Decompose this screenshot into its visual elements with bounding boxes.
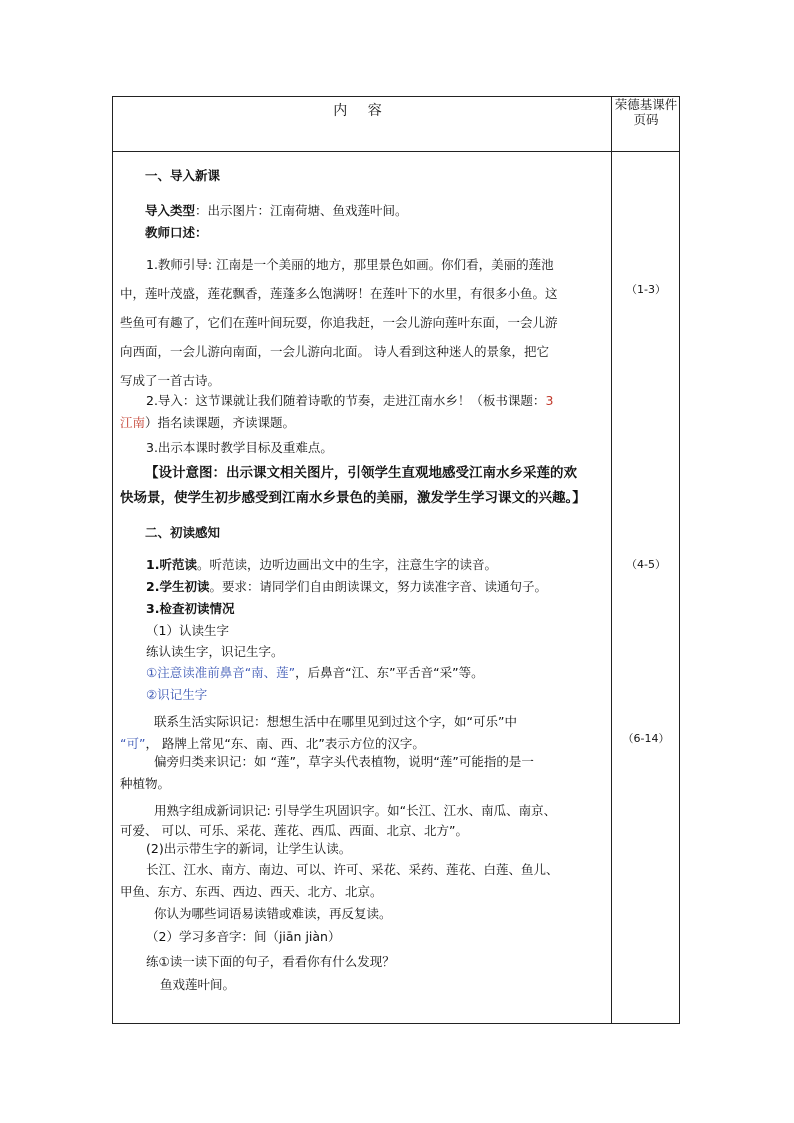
step2-text: 。要求：请同学们自由朗读课文，努力读准字音、读通句子。 bbox=[209, 579, 547, 594]
step1-line bbox=[146, 556, 497, 574]
life-recall-rest: ， 路牌上常见“东、南、西、北”表示方位的汉字。 bbox=[145, 736, 425, 751]
design-intent-line1: 【设计意图：出示课文相关图片，引领学生直观地感受江南水乡采莲的欢 bbox=[145, 465, 577, 481]
paragraph1-line5: 写成了一首古诗。 bbox=[120, 373, 221, 388]
page-number-3: （6-14） bbox=[622, 732, 670, 745]
teacher-label: 教师口述： bbox=[145, 225, 208, 240]
page-number-header: 荣德基课件页码 bbox=[614, 97, 678, 127]
step1-text: 。听范读，边听边画出文中的生字，注意生字的读音。 bbox=[196, 557, 497, 572]
life-recall-blue: “可” bbox=[120, 736, 146, 751]
note1-blue: ①注意读准前鼻音“南、莲” bbox=[146, 665, 296, 680]
section2-title: 二、初读感知 bbox=[145, 525, 221, 540]
note2: ②识记生字 bbox=[146, 687, 208, 702]
note1-line bbox=[146, 664, 484, 682]
import-type-text: ：出示图片：江南荷塘、鱼戏莲叶间。 bbox=[195, 203, 408, 218]
page-number-1: （1-3） bbox=[626, 283, 666, 296]
paragraph2-line2 bbox=[120, 414, 295, 432]
word-recall-line2: 可爱、 可以、可乐、采花、莲花、西瓜、西面、北京、北方”。 bbox=[120, 823, 468, 838]
import-type-line bbox=[145, 202, 408, 220]
step2-line bbox=[146, 578, 547, 596]
import-type-label: 导入类型 bbox=[145, 203, 196, 218]
example-sentence: 鱼戏莲叶间。 bbox=[160, 977, 236, 992]
content-header: 内 容 bbox=[333, 103, 390, 119]
word-list-line1: 长江、江水、南方、南边、可以、许可、采花、采药、莲花、白莲、鱼儿、 bbox=[146, 862, 559, 877]
paragraph2-line1 bbox=[146, 392, 553, 410]
design-intent-line2: 快场景，使学生初步感受到江南水乡景色的美丽，激发学生学习课文的兴趣。】 bbox=[120, 490, 586, 506]
sub1-title: （1）认读生字 bbox=[146, 623, 229, 638]
paragraph1-line3: 些鱼可有趣了，它们在莲叶间玩耍，你追我赶，一会儿游向莲叶东面，一会儿游 bbox=[120, 315, 558, 330]
reread-prompt: 你认为哪些词语易读错或难读，再反复读。 bbox=[154, 906, 392, 921]
page-number-2: （4-5） bbox=[626, 558, 666, 571]
paragraph2-rest: ）指名读课题，齐读课题。 bbox=[145, 415, 296, 430]
sub2-title: (2)出示带生字的新词，让学生认读。 bbox=[146, 841, 352, 856]
lesson-title-red: 江南 bbox=[120, 415, 146, 430]
life-recall-line1: 联系生活实际识记：想想生活中在哪里见到过这个字，如“可乐”中 bbox=[154, 714, 517, 729]
practice1: 练认读生字，识记生字。 bbox=[146, 644, 284, 659]
sub3-title: （2）学习多音字：间（jiān jiàn） bbox=[146, 929, 341, 944]
step2-label: 2.学生初读 bbox=[146, 579, 210, 594]
word-list-line2: 甲鱼、东方、东西、西边、西天、北方、北京。 bbox=[120, 884, 383, 899]
paragraph2-red-number: 3 bbox=[545, 393, 554, 408]
header-divider bbox=[112, 151, 680, 152]
word-recall-line1: 用熟字组成新词识记: 引导学生巩固识字。如“长江、江水、南瓜、南京、 bbox=[154, 803, 557, 818]
paragraph1-line4: 向西面，一会儿游向南面，一会儿游向北面。 诗人看到这种迷人的景象，把它 bbox=[120, 344, 549, 359]
paragraph3: 3.出示本课时教学目标及重难点。 bbox=[146, 440, 333, 455]
step1-label: 1.听范读 bbox=[146, 557, 197, 572]
practice2: 练①读一读下面的句子，看看你有什么发现？ bbox=[146, 954, 395, 969]
section1-title: 一、导入新课 bbox=[145, 168, 221, 183]
step3-label: 3.检查初读情况 bbox=[146, 601, 235, 616]
life-recall-line2 bbox=[120, 735, 425, 753]
paragraph1-line1: 1.教师引导: 江南是一个美丽的地方，那里景色如画。你们看，美丽的莲池 bbox=[146, 257, 554, 272]
note1-rest: ，后鼻音“江、东”平舌音“采”等。 bbox=[295, 665, 484, 680]
paragraph1-line2: 中，莲叶茂盛，莲花飘香，莲蓬多么饱满呀！在莲叶下的水里，有很多小鱼。这 bbox=[120, 286, 558, 301]
radical-recall-line2: 种植物。 bbox=[120, 776, 171, 791]
paragraph2-text: 2.导入：这节课就让我们随着诗歌的节奏，走进江南水乡！（板书课题： bbox=[146, 393, 546, 408]
radical-recall-line1: 偏旁归类来识记：如 “莲”，草字头代表植物，说明“莲”可能指的是一 bbox=[154, 754, 534, 769]
